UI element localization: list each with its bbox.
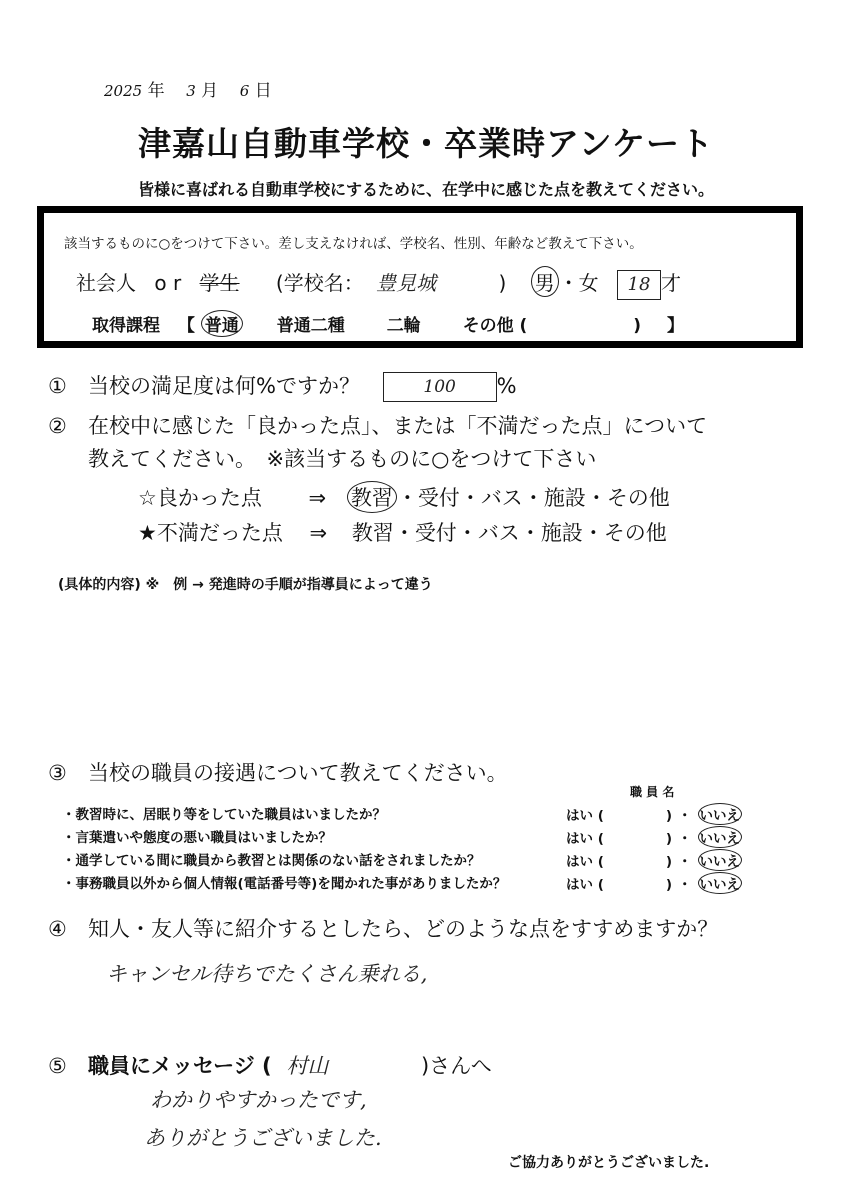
good-label: ☆良かった点 [138,486,262,510]
separator: ・ [582,521,604,545]
gender-dot: ・ [558,271,579,295]
good-arrow: ⇒ [308,486,327,510]
q5-message-line1[interactable]: わかりやすかったです, [150,1088,367,1112]
date-year-unit: 年 [147,81,165,101]
satisfaction-unit: % [496,374,517,398]
course-standard2[interactable]: 普通二種 [276,316,345,336]
no-option[interactable]: いいえ [698,826,743,848]
page-title: 津嘉山自動車学校・卒業時アンケート [137,124,715,163]
date-year: 2025 [104,82,143,100]
profile-row [76,266,681,300]
yes-option[interactable]: はい ( [566,854,604,870]
question-4 [48,913,718,943]
no-option[interactable]: いいえ [698,803,743,825]
bad-item-reception[interactable]: 受付 [414,521,457,545]
separator: ・ [522,486,544,510]
option-worker[interactable]: 社会人 [76,271,136,295]
question-1 [48,370,517,402]
bad-item-bus[interactable]: バス [477,521,520,545]
satisfaction-field[interactable]: 100 [383,372,497,402]
staff-name-header: 職 員 名 [630,785,675,799]
q2-number: ② [48,414,67,438]
bad-item-lesson[interactable]: 教習 [351,521,394,545]
staff-answer-1 [566,803,742,825]
question-5 [48,1050,492,1080]
separator: ・ [456,521,478,545]
yes-option[interactable]: はい ( [566,831,604,847]
age-unit: 才 [660,271,681,295]
q4-text: 知人・友人等に紹介するとしたら、どのような点をすすめますか？ [88,917,719,941]
close-paren: ) [665,808,673,824]
profile-note: 該当するものに○をつけて下さい。差し支えなければ、学校名、性別、年齢など教えて下さい。 [64,236,643,252]
page-subtitle: 皆様に喜ばれる自動車学校にするために、在学中に感じた点を教えてください。 [137,180,714,199]
course-label: 取得課程 [92,316,160,336]
option-female[interactable]: 女 [578,271,599,295]
q2-line1: 在校中に感じた「良かった点」、または「不満だった点」について [88,414,708,438]
date-line [104,76,272,101]
separator: ・ [678,877,692,893]
bad-item-other[interactable]: その他 [603,521,667,545]
q5-suffix: )さんへ [421,1054,492,1078]
separator: ・ [396,486,418,510]
date-month: 3 [186,82,196,100]
staff-answer-2 [566,826,742,848]
q4-answer[interactable]: キャンセル待ちでたくさん乗れる, [106,962,428,986]
good-item-reception[interactable]: 受付 [417,486,460,510]
q5-message-line2[interactable]: ありがとうございました. [144,1126,382,1150]
yes-option[interactable]: はい ( [566,877,604,893]
staff-question-3: ・通学している間に職員から教習とは関係のない話をされましたか？ [62,853,481,869]
q5-staff-name[interactable]: 村山 [286,1054,329,1078]
good-points-row [138,481,670,513]
course-other[interactable]: その他 ( [462,316,528,336]
question-3 [48,757,508,787]
close-paren: ) [665,877,673,893]
separator: ・ [459,486,481,510]
separator: ・ [678,808,692,824]
option-male[interactable]: 男 [531,266,559,297]
school-close: ) [498,271,507,295]
date-month-unit: 月 [201,81,219,101]
q1-text: 当校の満足度は何%ですか？ [88,374,360,398]
option-student[interactable]: 学生 [199,271,240,295]
staff-question-2: ・言葉遣いや態度の悪い職員はいましたか？ [62,830,332,846]
close-paren: ) [665,854,673,870]
no-option[interactable]: いいえ [698,849,743,871]
school-label: (学校名： [275,271,364,295]
q4-number: ④ [48,917,67,941]
yes-option[interactable]: はい ( [566,808,604,824]
q3-text: 当校の職員の接遇について教えてください。 [88,761,508,785]
question-2 [48,410,707,440]
staff-answer-4 [566,872,742,894]
q5-number: ⑤ [48,1054,67,1078]
separator: ・ [393,521,415,545]
q2-line2: 教えてください。 ※該当するものに○をつけて下さい [88,447,597,471]
good-item-facility[interactable]: 施設 [543,486,586,510]
age-field[interactable]: 18 [617,270,661,300]
separator: ・ [519,521,541,545]
staff-answer-3 [566,849,742,871]
bad-arrow: ⇒ [309,521,328,545]
bad-label: ★不満だった点 [138,521,283,545]
good-item-bus[interactable]: バス [480,486,523,510]
staff-question-1: ・教習時に、居眠り等をしていた職員はいましたか？ [62,807,386,823]
or-text: o r [154,271,182,295]
course-bike[interactable]: 二輪 [386,316,421,336]
bad-points-row [138,517,667,547]
bad-item-facility[interactable]: 施設 [540,521,583,545]
q1-number: ① [48,374,67,398]
close-paren: ) [665,831,673,847]
course-other-close: ) [633,316,642,336]
separator: ・ [678,854,692,870]
date-day-unit: 日 [254,81,272,101]
q5-label: 職員にメッセージ ( [88,1054,272,1078]
no-option[interactable]: いいえ [698,872,743,894]
course-standard[interactable]: 普通 [201,310,243,337]
bracket-close: 】 [666,316,684,336]
course-row [92,310,684,337]
school-value[interactable]: 豊見城 [376,271,437,295]
bracket-open: 【 [177,316,195,336]
footer-thanks: ご協力ありがとうございました. [508,1155,710,1171]
q3-number: ③ [48,761,67,785]
good-item-lesson[interactable]: 教習 [347,481,397,513]
date-day: 6 [239,82,250,100]
good-item-other[interactable]: その他 [606,486,670,510]
detail-example: (具体的内容) ※ 例 → 発進時の手順が指導員によって違う [58,577,433,593]
separator: ・ [678,831,692,847]
separator: ・ [585,486,607,510]
staff-question-4: ・事務職員以外から個人情報(電話番号等)を聞かれた事がありましたか？ [62,876,507,892]
